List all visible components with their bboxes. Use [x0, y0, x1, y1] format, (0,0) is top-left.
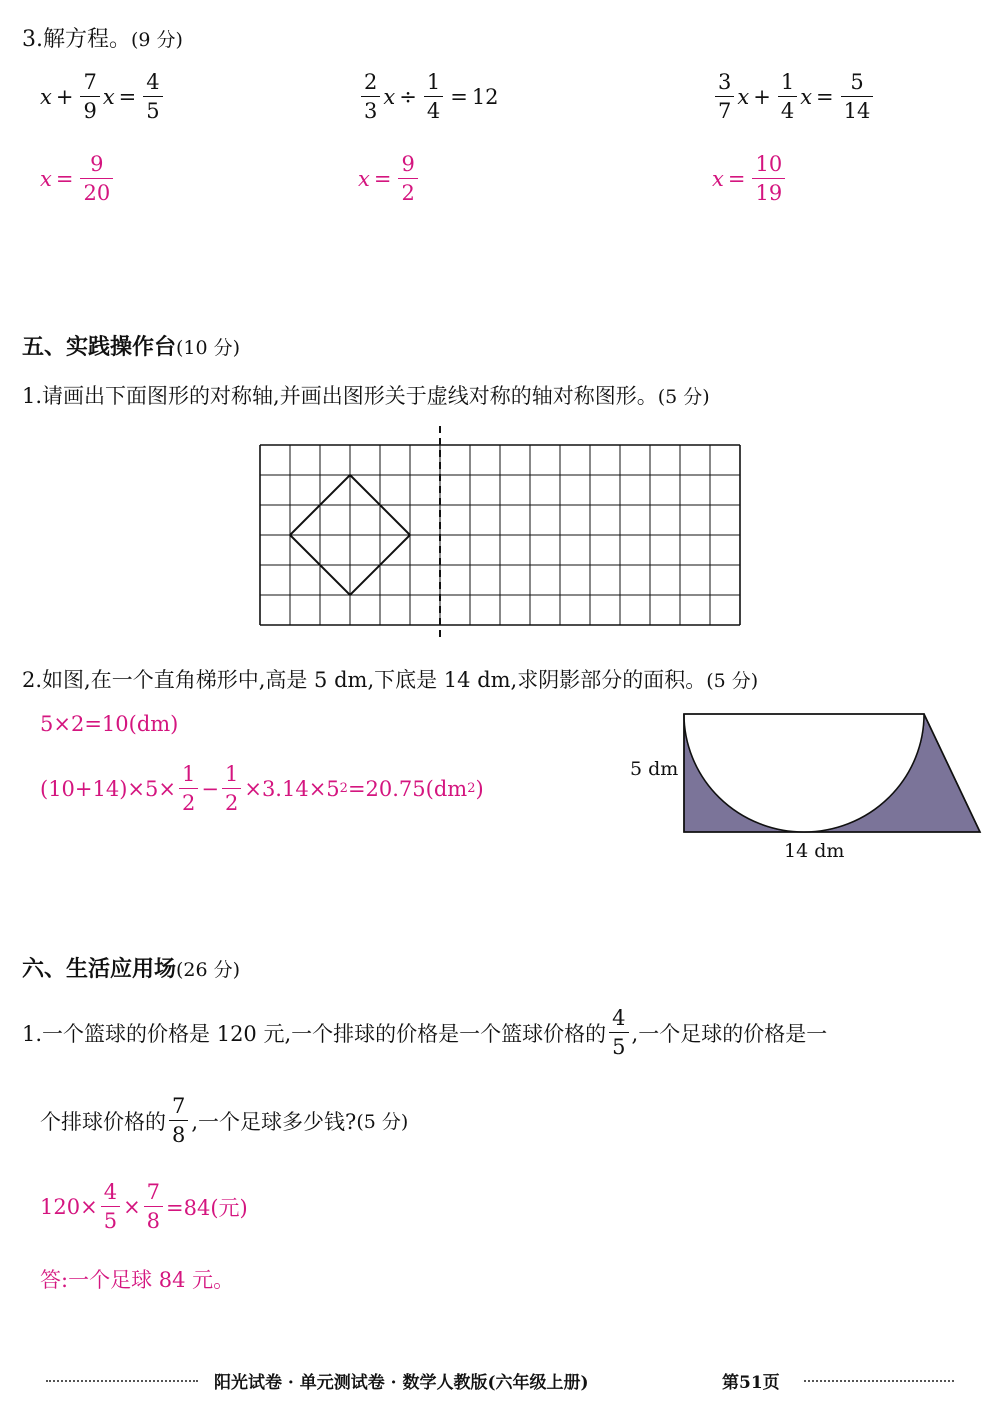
footer-page-number: 第51页 [722, 1373, 780, 1393]
var-x: x [358, 166, 370, 191]
numerator: 4 [612, 1006, 626, 1030]
question-5-2 [22, 664, 758, 694]
superscript: 2 [339, 781, 348, 796]
question-5-2-text: 2.如图,在一个直角梯形中,高是 5 dm,下底是 14 dm,求阴影部分的面积。 [22, 668, 707, 692]
fraction [80, 70, 99, 123]
footer-text: 阳光试卷 · 单元测试卷 · 数学人教版(六年级上册) [214, 1373, 589, 1393]
section-5-heading-text: 五、实践操作台 [22, 335, 177, 360]
fraction [144, 1180, 163, 1233]
var-x: x [40, 84, 52, 109]
denominator: 4 [424, 96, 443, 123]
expr-part: ) [475, 776, 484, 801]
superscript: 2 [467, 781, 476, 796]
fraction [424, 70, 443, 123]
numerator: 4 [146, 70, 160, 94]
trapezoid-figure [680, 710, 984, 836]
fraction [609, 1006, 628, 1059]
section-6-heading [22, 952, 240, 983]
question-5-1 [22, 380, 710, 410]
height-label: 5 dm [630, 758, 679, 780]
fraction [841, 70, 874, 123]
denominator: 5 [101, 1206, 120, 1233]
question-5-1-text: 1.请画出下面图形的对称轴,并画出图形关于虚线对称的轴对称图形。 [22, 384, 658, 408]
answer-6-1-statement: 答:一个足球 84 元。 [40, 1268, 235, 1292]
denominator: 8 [144, 1206, 163, 1233]
denominator: 2 [179, 788, 198, 815]
var-x: x [102, 84, 115, 109]
denominator: 14 [841, 96, 874, 123]
denominator: 5 [143, 96, 162, 123]
numerator: 7 [146, 1180, 161, 1204]
expr-part: =20.75(dm [347, 776, 468, 801]
expr-part: ×3.14×5 [244, 776, 340, 801]
denominator: 19 [752, 178, 785, 205]
equation-3 [712, 70, 876, 123]
base-label: 14 dm [784, 840, 845, 862]
denominator: 20 [80, 178, 113, 205]
equation-2 [358, 70, 499, 123]
numerator: 9 [401, 152, 415, 176]
answer-2 [358, 152, 421, 205]
footer-rule-right [804, 1380, 954, 1382]
section-3-title-text: 3.解方程。 [22, 27, 131, 52]
fraction [361, 70, 380, 123]
answer-3 [712, 152, 788, 205]
var-x: x [737, 84, 750, 109]
numerator: 7 [83, 70, 97, 94]
numerator: 4 [103, 1180, 118, 1204]
denominator: 8 [169, 1120, 188, 1147]
answer-5-2-line-1: 5×2=10(dm) [40, 712, 179, 736]
question-text: ,一个足球的价格是一 [631, 1021, 828, 1046]
numerator: 1 [181, 762, 196, 786]
fraction [143, 70, 162, 123]
fraction [101, 1180, 120, 1233]
expr-part: (10+14)×5× [40, 776, 176, 801]
question-text: 个排球价格的 [40, 1109, 166, 1134]
equals-sign: = [373, 166, 392, 191]
section-6-heading-text: 六、生活应用场 [22, 957, 177, 982]
var-x: x [712, 166, 724, 191]
denominator: 5 [609, 1032, 628, 1059]
times-sign: × [123, 1194, 141, 1219]
section-3-title [22, 22, 183, 53]
question-5-1-points: (5 分) [657, 386, 710, 408]
fraction [398, 152, 417, 205]
fraction [222, 762, 241, 815]
numerator: 1 [426, 70, 441, 94]
numerator: 10 [755, 152, 783, 176]
section-5-heading [22, 330, 240, 361]
section-6-points: (26 分) [176, 959, 241, 981]
expr-part: =84(元) [166, 1195, 248, 1220]
question-6-1-line-1 [22, 1006, 827, 1059]
fraction [778, 70, 797, 123]
numerator: 7 [172, 1094, 186, 1118]
equals-sign: = [118, 84, 137, 109]
numerator: 5 [850, 70, 864, 94]
denominator: 2 [398, 178, 417, 205]
section-5-points: (10 分) [176, 337, 241, 359]
fraction [169, 1094, 188, 1147]
question-text: ,一个足球多少钱? [191, 1109, 357, 1134]
rhs-value: 12 [471, 84, 499, 109]
question-6-1-points: (5 分) [356, 1111, 409, 1133]
equals-sign: = [727, 166, 746, 191]
numerator: 1 [780, 70, 795, 94]
fraction [752, 152, 785, 205]
answer-6-1-calc [40, 1180, 248, 1233]
var-x: x [383, 84, 396, 109]
fraction [179, 762, 198, 815]
equals-sign: = [55, 166, 74, 191]
denominator: 2 [222, 788, 241, 815]
denominator: 4 [778, 96, 797, 123]
question-text: 1.一个篮球的价格是 120 元,一个排球的价格是一个篮球价格的 [22, 1021, 607, 1046]
numerator: 3 [718, 70, 732, 94]
symmetry-grid [255, 424, 745, 640]
minus-sign: − [201, 776, 219, 801]
equation-1 [40, 70, 166, 123]
denominator: 7 [715, 96, 734, 123]
denominator: 3 [361, 96, 380, 123]
equals-sign: = [450, 84, 468, 109]
fraction [80, 152, 113, 205]
question-6-1-line-2 [40, 1094, 408, 1147]
numerator: 9 [90, 152, 104, 176]
answer-5-2-line-2 [40, 762, 484, 815]
answer-1 [40, 152, 116, 205]
section-3-points: (9 分) [131, 29, 183, 51]
expr-part: 120× [40, 1194, 98, 1219]
plus-sign: + [55, 84, 74, 109]
plus-sign: + [753, 84, 771, 109]
fraction [715, 70, 734, 123]
var-x: x [800, 84, 813, 109]
divide-sign: ÷ [399, 84, 417, 109]
var-x: x [40, 166, 52, 191]
denominator: 9 [80, 96, 99, 123]
numerator: 2 [364, 70, 378, 94]
footer-rule-left [46, 1380, 198, 1382]
equals-sign: = [816, 84, 834, 109]
question-5-2-points: (5 分) [706, 670, 759, 692]
numerator: 1 [224, 762, 239, 786]
